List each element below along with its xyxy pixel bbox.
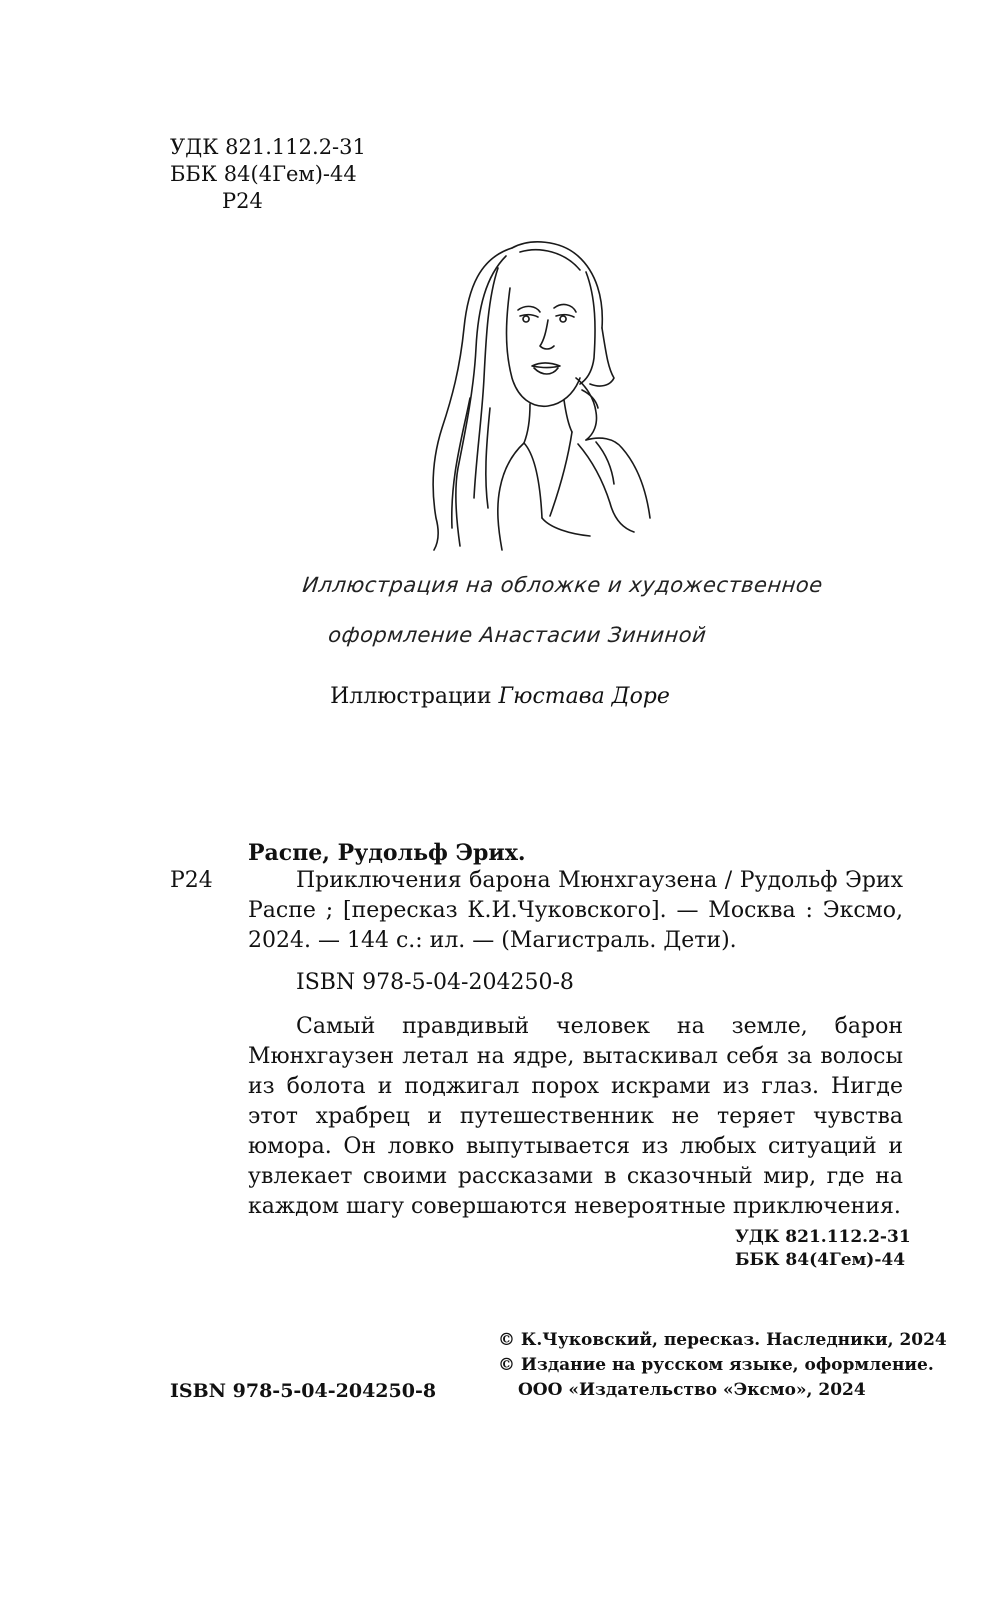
classification-codes-right xyxy=(735,1226,911,1272)
cover-credit xyxy=(295,560,825,660)
cover-credit-line-2: оформление Анастасии Зининой xyxy=(327,623,708,647)
bbk-code: ББК 84(4Гем)-44 xyxy=(170,162,357,186)
illustrators-credit xyxy=(0,682,1000,712)
bbk-code-right: ББК 84(4Гем)-44 xyxy=(735,1250,906,1270)
copyright-line-1: © К.Чуковский, пересказ. Наследники, 2024 xyxy=(498,1330,947,1350)
isbn-record: ISBN 978-5-04-204250-8 xyxy=(296,970,574,995)
copyright-line-2: © Издание на русском языке, оформление. xyxy=(498,1355,934,1375)
illustrator-name: Гюстава Доре xyxy=(498,684,670,709)
bibliographic-description: Приключения барона Мюнхгаузена / Рудольф Эрих Распе ; [пересказ К.И.Чуковского]. — Москва : Эксмо, 2024. — 144 с.: ил. — (Магистраль. Дети). xyxy=(248,868,903,953)
catalog-code: Р24 xyxy=(170,868,213,893)
cover-credit-line-1: Иллюстрация на обложке и художественное xyxy=(301,573,825,597)
copyright-block xyxy=(498,1328,947,1403)
classification-block xyxy=(170,134,366,215)
udk-code: УДК 821.112.2-31 xyxy=(170,135,366,159)
annotation-text: Самый правдивый человек на земле, барон Мюнхгаузен летал на ядре, вытаскивал себя за волосы из болота и поджигал порох искрами из глаз. Нигде этот храбрец и путешественник не теряет чувства юмора. Он ловко выпутывается из любых ситуаций и увлекает своими рассказами в сказочный мир, где на каждом шагу совершаются невероятные приключения. xyxy=(248,1014,903,1219)
portrait-illustration xyxy=(400,228,660,553)
copyright-line-3: ООО «Издательство «Эксмо», 2024 xyxy=(518,1380,866,1400)
author-heading: Распе, Рудольф Эрих. xyxy=(248,840,526,866)
author-mark: Р24 xyxy=(222,189,263,213)
isbn-footer: ISBN 978-5-04-204250-8 xyxy=(170,1380,437,1402)
udk-code-right: УДК 821.112.2-31 xyxy=(735,1227,911,1247)
illustrators-prefix: Иллюстрации xyxy=(330,684,492,709)
